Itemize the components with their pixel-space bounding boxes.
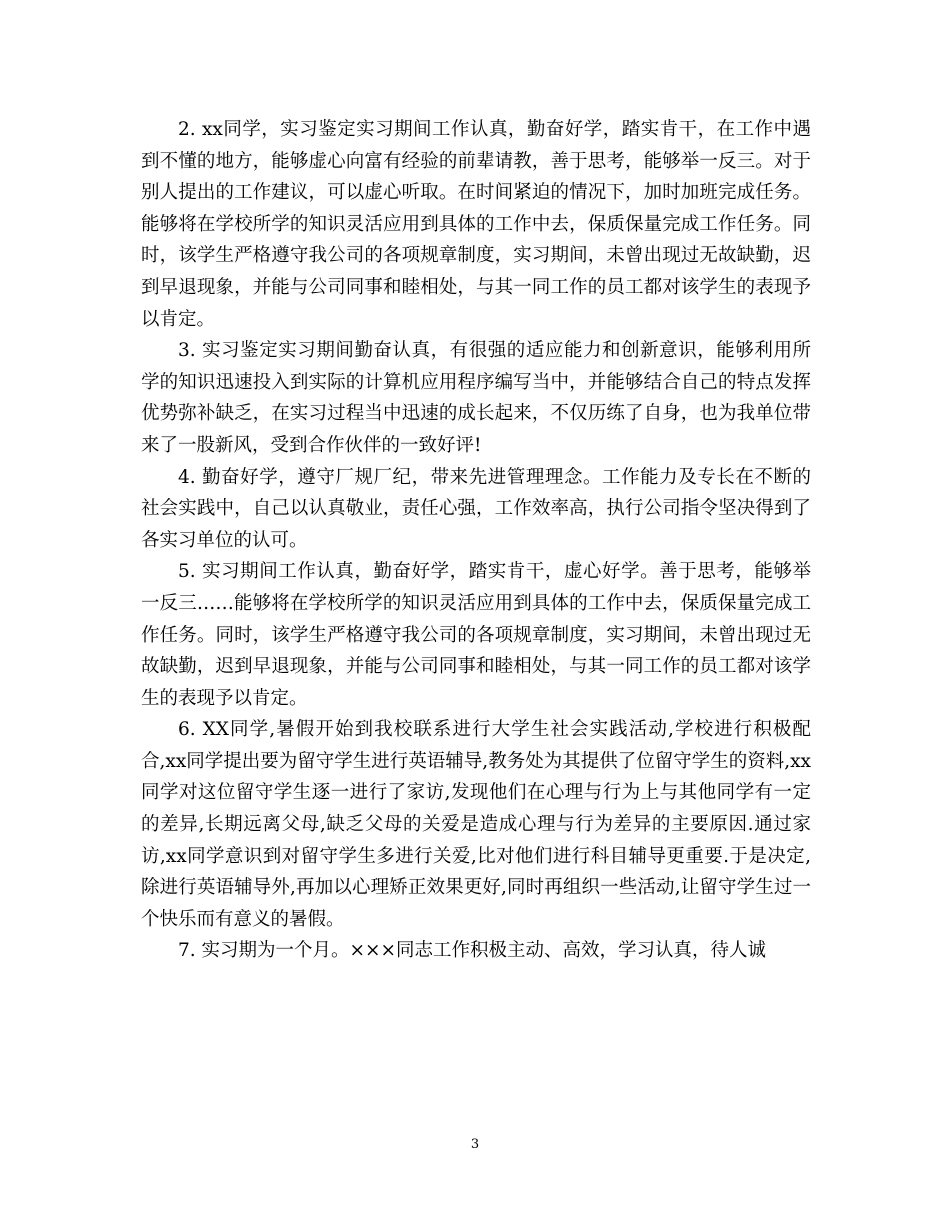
paragraph-item-3: 3. 实习鉴定实习期间勤奋认真，有很强的适应能力和创新意识，能够利用所学的知识迅速投入到实际的计算机应用程序编写当中，并能够结合自己的特点发挥优势弥补缺乏，在实习过程当中迅速的成长起来，不仅历练了自身，也为我单位带来了一股新风，受到合作伙伴的一致好评! [141, 340, 811, 456]
paragraph-item-6: 6. XX同学,暑假开始到我校联系进行大学生社会实践活动,学校进行积极配合,xx同学提出要为留守学生进行英语辅导,教务处为其提供了位留守学生的资料,xx同学对这位留守学生逐一进行了家访,发现他们在心理与行为上与其他同学有一定的差异,长期远离父母,缺乏父母的关爱是造成心理与行为差异的主要原因.通过家访,xx同学意识到对留守学生多进行关爱,比对他们进行科目辅导更重要.于是决定,除进行英语辅导外,再加以心理矫正效果更好,同时再组织一些活动,让留守学生过一个快乐而有意义的暑假。 [141, 719, 811, 930]
page-number: 3 [470, 1137, 480, 1152]
paragraph-item-2: 2. xx同学，实习鉴定实习期间工作认真，勤奋好学，踏实肯干，在工作中遇到不懂的地方，能够虚心向富有经验的前辈请教，善于思考，能够举一反三。对于别人提出的工作建议，可以虚心听取。在时间紧迫的情况下，加时加班完成任务。能够将在学校所学的知识灵活应用到具体的工作中去，保质保量完成工作任务。同时，该学生严格遵守我公司的各项规章制度，实习期间，未曾出现过无故缺勤，迟到早退现象，并能与公司同事和睦相处，与其一同工作的员工都对该学生的表现予以肯定。 [141, 119, 811, 330]
paragraph-item-4: 4. 勤奋好学，遵守厂规厂纪，带来先进管理理念。工作能力及专长在不断的社会实践中，自己以认真敬业，责任心强，工作效率高，执行公司指令坚决得到了各实习单位的认可。 [141, 466, 811, 551]
paragraph-item-5: 5. 实习期间工作认真，勤奋好学，踏实肯干，虚心好学。善于思考，能够举一反三……能够将在学校所学的知识灵活应用到具体的工作中去，保质保量完成工作任务。同时，该学生严格遵守我公司的各项规章制度，实习期间，未曾出现过无故缺勤，迟到早退现象，并能与公司同事和睦相处，与其一同工作的员工都对该学生的表现予以肯定。 [141, 561, 811, 709]
paragraph-item-7: 7. 实习期为一个月。×××同志工作积极主动、高效，学习认真，待人诚 [178, 940, 767, 962]
document-body [141, 114, 811, 967]
